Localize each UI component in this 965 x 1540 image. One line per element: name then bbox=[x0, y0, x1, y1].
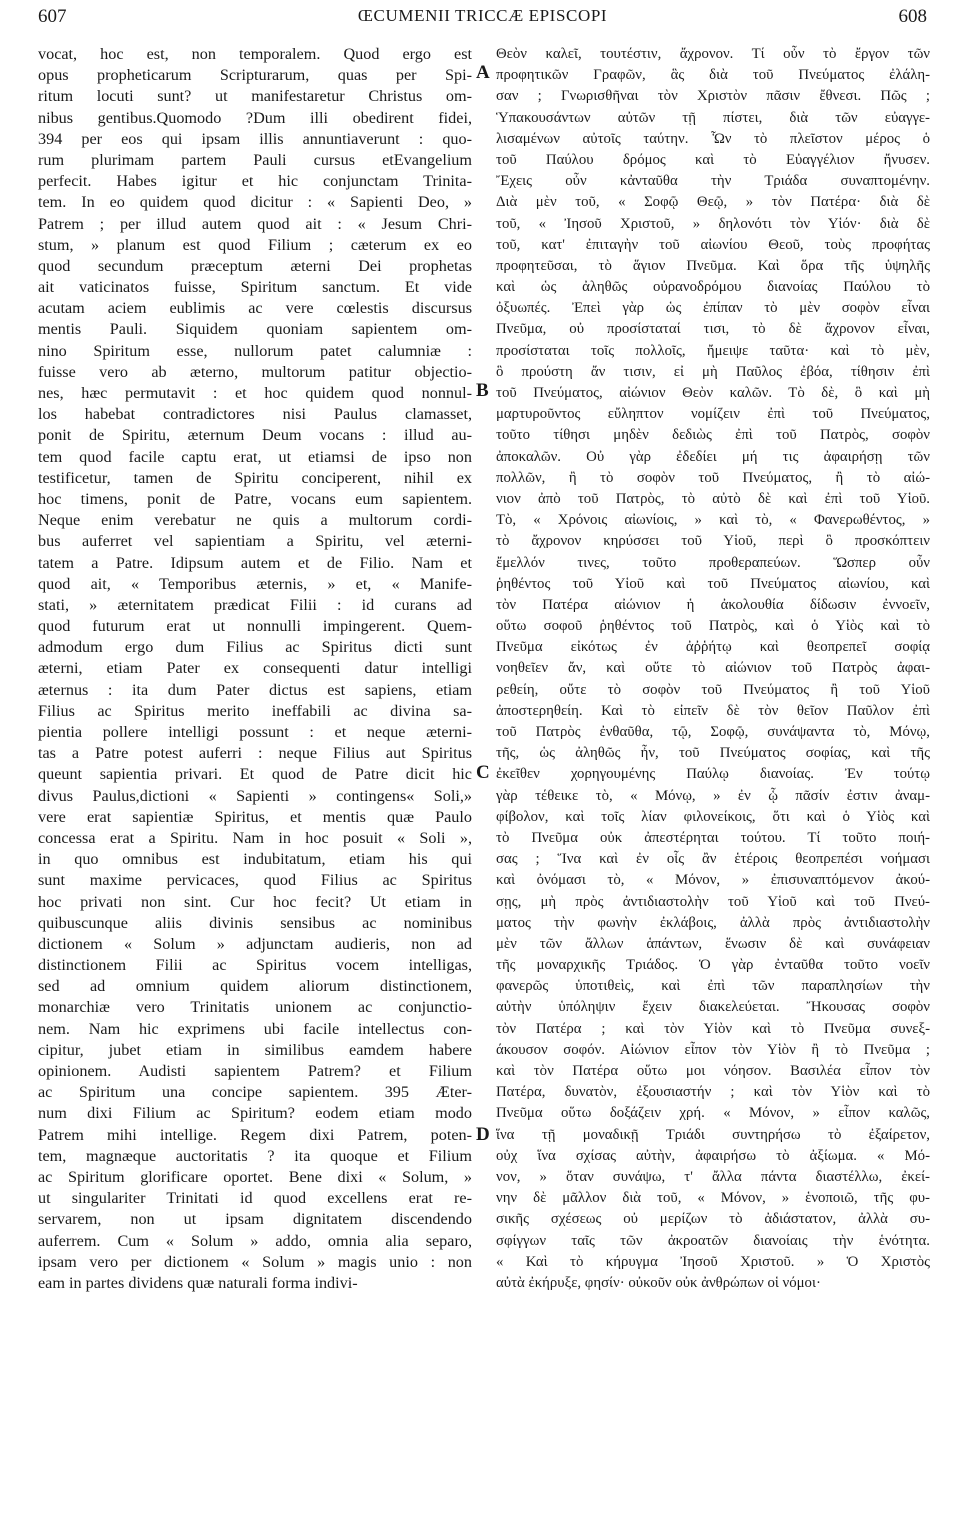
latin-text-line: quod ait, « Temporibus æternis, » et, « Manife- bbox=[38, 574, 472, 593]
greek-text-line: Πνεῦμα οὕτω δοξάζειν χρή. « Μόνον, » εἶπον καλῶς, bbox=[496, 1105, 930, 1122]
greek-text-line: Τὸ, « Χρόνοις αἰωνίοις, » καὶ τὸ, « Φανερωθέντος, » bbox=[496, 512, 930, 529]
latin-text-line: æternus : ita dum Pater dictus est sapiens, etiam bbox=[38, 680, 472, 699]
greek-text-line: Πνεῦμα, οὐ προσίσταταί τισι, τὸ δὲ ἄχρονον εἶναι, bbox=[496, 321, 930, 338]
latin-text-line: fuisse vero ab æterno, multorum patitur objectio- bbox=[38, 362, 472, 381]
latin-text-line: tem quod facile captu erat, ut etiamsi de ipso non bbox=[38, 447, 472, 466]
greek-text-line: Ὑπακουσάντων αὐτῶν τῇ πίστει, διὰ τῶν εὐαγγε- bbox=[496, 109, 930, 126]
latin-text-line: sunt maxime pervicaces, quod Filius ac Spiritus bbox=[38, 871, 472, 890]
margin-marker-d: D bbox=[476, 1124, 490, 1145]
greek-text-line: τοῦτο τίθησι μηδὲν δεδιὼς ἐπὶ τοῦ Πατρὸς, σοφὸν bbox=[496, 427, 930, 444]
greek-text-line: σας ; Ἵνα καὶ ἐν οἷς ἂν ἑτέροις θεοπρεπέσι νοήμασι bbox=[496, 851, 930, 868]
greek-text-line: καὶ τὸν Πατέρα οὕτω μοι νόησον. Βασιλέα εἶπον τὸν bbox=[496, 1063, 930, 1079]
greek-text-line: τοῦ Παύλου δρόμος καὶ τὸ Εὐαγγέλιον ἤνυσεν. bbox=[496, 151, 930, 168]
latin-text-line: æterni, etiam Pater ex consequenti datur intelligi bbox=[38, 659, 472, 678]
page-number-left: 607 bbox=[38, 6, 67, 27]
greek-text-line: αὐτὰ ἐκήρυξε, φησίν· οὐκοῦν οὐκ ἀνθρώπων οἱ νόμοι· bbox=[496, 1274, 821, 1291]
running-header bbox=[38, 6, 927, 38]
greek-text-line: τὸν Πατέρα ; καὶ τὸν Υἱὸν καὶ τὸ Πνεῦμα συνεξ- bbox=[496, 1020, 930, 1037]
greek-text-line: « Καὶ τὸ κήρυγμα Ἰησοῦ Χριστοῦ. » Ὁ Χριστὸς bbox=[496, 1253, 930, 1270]
latin-text-line: stati, » æternitatem prædicat Filii : id curans ad bbox=[38, 595, 472, 614]
greek-text-line: τὸ ἄχρονον κηρύσσει τοῦ Υἱοῦ, περὶ ὃ προσκόπτειν bbox=[496, 533, 930, 550]
greek-text-line: ῥηθέντος τοῦ Υἱοῦ καὶ τοῦ Πνεύματος αἰωνίου, καὶ bbox=[496, 575, 930, 592]
latin-text-line: quod futurum erat ut nonnulli impingerent. Quem- bbox=[38, 617, 472, 636]
greek-text-line: τοῦ, κατ' ἐπιταγὴν τοῦ αἰωνίου Θεοῦ, τοὺς προφήτας bbox=[496, 236, 930, 253]
greek-text-line: ματος τὴν φωνὴν ἐκλάβοις, ἀλλὰ πρὸς ἀντιδιαστολὴν bbox=[496, 914, 930, 931]
latin-text-line: nes, hæc permutavit : et hoc quidem quod nonnul- bbox=[38, 384, 472, 402]
greek-text-line: Θεὸν καλεῖ, τουτέστιν, ἄχρονον. Τί οὖν τὸ ἔργον τῶν bbox=[496, 46, 930, 62]
greek-text-line: νην δὲ μᾶλλον διὰ τοῦ, « Μόνον, » ἑνοποιῶ, τῆς φυ- bbox=[496, 1190, 930, 1207]
running-title: ŒCUMENII TRICCÆ EPISCOPI bbox=[357, 6, 608, 25]
latin-text-line: divus Paulus,dictioni « Sapienti » contingens« Soli,» bbox=[38, 786, 472, 805]
greek-text-line: σῃς, μὴ πρὸς ἀντιδιαστολὴν τοῦ Υἱοῦ καὶ τοῦ Πνεύ- bbox=[496, 893, 930, 910]
greek-text-line: νοηθεῖεν ἄν, καὶ οὔτε τὸ αἰώνιον τοῦ Πατρὸς ἀφαι- bbox=[496, 660, 930, 677]
page-number-right: 608 bbox=[898, 6, 927, 27]
latin-text-line: hoc privati non sint. Cur hoc fecit? Ut etiam in bbox=[38, 892, 472, 911]
latin-text-line: quod secundum præceptum æterni Dei prophetas bbox=[38, 256, 472, 275]
greek-text-line: μαρτυροῦντος εὔληπτον νομίζειν ἐπὶ τοῦ Πνεύματος, bbox=[496, 406, 930, 423]
greek-text-line: ὀξυωπές. Ἐπεὶ γὰρ ὡς ἐπίπαν τὸ μὲν σοφὸν εἶναι bbox=[496, 300, 930, 317]
latin-text-line: concessa erat a Spiritu. Nam in hoc posuit « Soli », bbox=[38, 828, 472, 847]
greek-text-line: λισαμένων αὐτοῖς ταύτην. Ὧν τὸ πλεῖστον μέρος ὁ bbox=[496, 130, 930, 147]
latin-text-line: ritum locuti sunt? ut manifestaretur Christus om- bbox=[38, 87, 472, 106]
latin-text-line: mentis Pauli. Siquidem quoniam sapientem om- bbox=[38, 320, 472, 339]
greek-text-line: προσίσταται τοῖς πολλοῖς, ἤμειψε ταῦτα· καὶ τὸ μὲν, bbox=[496, 342, 930, 359]
latin-text-line: ponit de Spiritu, æternum Deum vocans : illud au- bbox=[38, 426, 472, 445]
greek-text-line: τὸ Πνεῦμα οὐκ ἀπεστέρηται τούτου. Τί τοῦτο ποιή- bbox=[496, 829, 930, 846]
latin-text-line: quibuscunque aliis divinis sensibus ac nominibus bbox=[38, 913, 472, 932]
latin-text-line: los habebat contradictores nisi Paulus clamasset, bbox=[38, 405, 472, 424]
greek-text-line: σικῆς σχέσεως οὐ μερίζων τὸ ἀδιάστατον, ἀλλὰ συ- bbox=[496, 1211, 930, 1228]
latin-text-line: testificetur, tamen de Spiritu conciperent, nihil ex bbox=[38, 468, 472, 487]
latin-text-line: tem, magnæque auctoritatis ? ita quoque et Filium bbox=[38, 1146, 472, 1165]
greek-text-line: σφίγγων ταῖς τῶν ἀκροατῶν διανοίαις τὴν ἑνότητα. bbox=[496, 1232, 930, 1249]
latin-column bbox=[38, 44, 472, 1294]
greek-text-line: γὰρ τέθεικε τὸ, « Μόνῳ, » ἐν ᾧ πᾶσίν ἐστιν ἀναμ- bbox=[496, 787, 930, 804]
greek-text-line: Πνεῦμα εἰκότως ἐν ἀῤῥήτῳ καὶ θεοπρεπεῖ σοφίᾳ bbox=[496, 639, 930, 656]
latin-text-line: monarchiæ vero Trinitatis unionem ac conjunctio- bbox=[38, 998, 472, 1017]
latin-text-line: dictionem « Solum » adjunctam audieris, non ad bbox=[38, 934, 472, 953]
greek-text-line: τῆς μοναρχικῆς Τριάδος. Ὁ γὰρ ἐνταῦθα τοῦτο νοεῖν bbox=[496, 957, 930, 974]
latin-text-line: ac Spiritum una concipe sapientem. 395 Æter- bbox=[38, 1083, 472, 1102]
latin-text-line: vocat, hoc est, non temporalem. Quod ergo est bbox=[38, 45, 472, 63]
greek-text-line: αὐτὴν ὑπόληψιν ἔχειν διακελεύεται. Ἤκουσας σοφὸν bbox=[496, 999, 930, 1016]
latin-text-line: Neque enim verebatur ne quis a multorum cordi- bbox=[38, 511, 472, 530]
latin-text-line: vere erat sapientiæ Spiritus, et mentis quæ Paulo bbox=[38, 807, 472, 826]
latin-text-line: ait vaticinatos fuisse, Spiritum sanctum. Et vide bbox=[38, 278, 472, 297]
greek-text-line: ὃ προύστη ἄν τισιν, εἰ μὴ Παῦλος ἐβόα, τίθησιν ἐπὶ bbox=[496, 363, 930, 380]
latin-text-line: Patrem mihi intellige. Regem dixi Patrem, poten- bbox=[38, 1125, 472, 1144]
latin-text-line: nem. Nam hic exprimens ubi facile intellectus con- bbox=[38, 1019, 472, 1038]
latin-text-line: pientia pollere intelligi possunt : et neque æterni- bbox=[38, 723, 472, 741]
latin-text-line: nino Spiritum esse, nullorum patet calumniæ : bbox=[38, 341, 472, 360]
greek-text-line: τὸν Πατέρα αἰώνιον ἡ ἀκολουθία δίδωσιν ἐννοεῖν, bbox=[496, 596, 930, 613]
greek-text-line: προφητικῶν Γραφῶν, ἃς διὰ τοῦ Πνεύματος ἐλάλη- bbox=[496, 67, 930, 84]
greek-text-line: καὶ ὀνόμασι τὸ, « Μόνον, » ἐπισυναπτόμενον ἀκού- bbox=[496, 872, 930, 889]
latin-text-line: tatem a Patre. Idipsum autem et de Filio. Nam et bbox=[38, 553, 472, 572]
greek-text-line: τῆς, ὡς ἀληθῶς ἦν, τοῦ Πνεύματος σοφίας, καὶ τῆς bbox=[496, 745, 930, 762]
greek-text-line: άκουσον σοφόν. Αἰώνιον εἶπον τὸν Υἱὸν ἢ τὸ Πνεῦμα ; bbox=[496, 1041, 930, 1058]
latin-text-line: tas a Patre potest auferri : neque Filius aut Spiritus bbox=[38, 744, 472, 763]
margin-marker-c: C bbox=[476, 762, 490, 783]
greek-text-line: ἐκεῖθεν χορηγουμένης Παύλῳ διανοίας. Ἐν τούτῳ bbox=[496, 766, 930, 783]
latin-text-line: ut singulariter Trinitati id quod excellens erat re- bbox=[38, 1189, 472, 1208]
greek-text-line: ἀποκαλῶν. Οὐ γὰρ ἐδεδίει μή τις ἀφαιρήσῃ τῶν bbox=[496, 448, 930, 465]
latin-text-line: opus propheticarum Scripturarum, quas per Spi- bbox=[38, 66, 472, 85]
latin-text-line: Filius ac Spiritus merito ineffabili ac divina sa- bbox=[38, 701, 472, 720]
greek-text-line: μὲν τῶν ἄλλων ἁπάντων, ἕνωσιν δὲ καὶ συνάφειαν bbox=[496, 935, 930, 952]
latin-text-line: cipitur, jubet etiam in similibus eamdem habere bbox=[38, 1040, 472, 1059]
latin-text-line: acutam aciem eublimis ac vere cœlestis discursus bbox=[38, 299, 472, 318]
greek-text-line: καὶ ὡς ἀληθῶς οὐρανοδρόμου διανοίας Παύλου τὸ bbox=[496, 279, 930, 296]
greek-text-line: προφητεῦσαι, τὸ ἅγιον Πνεῦμα. Καὶ ὅρα τῆς ὑψηλῆς bbox=[496, 257, 930, 274]
latin-text-line: ac Spiritum glorificare oportet. Bene dixi « Solum, » bbox=[38, 1167, 472, 1186]
latin-text-line: nibus gentibus.Quomodo ?Dum illi obedirent fidei, bbox=[38, 108, 472, 127]
latin-text-line: 394 per eos qui ipsam illis annuntiaverunt : quo- bbox=[38, 129, 472, 148]
greek-text-line: σαν ; Γνωρισθῆναι τὸν Χριστὸν πᾶσιν ἔθνεσι. Πῶς ; bbox=[496, 88, 930, 105]
latin-text-line: servarem, non ut ipsam dignitatem discendendo bbox=[38, 1210, 472, 1229]
greek-text-line: Πατέρα, δυνατὸν, ἐξουσιαστήν ; καὶ τὸν Υἱὸν καὶ τὸ bbox=[496, 1084, 930, 1101]
greek-text-line: νον, » ὅταν συνάψω, τ' ἄλλα πάντα διαστέλλω, ἐκεί- bbox=[496, 1168, 930, 1185]
latin-text-line: opinionem. Audisti sapientem Patrem? et Filium bbox=[38, 1062, 472, 1080]
latin-text-line: hoc timens, ponit de Patre, vocans eum sapientem. bbox=[38, 489, 472, 508]
latin-text-line: sed ad omnium quidem aliorum distinctionem, bbox=[38, 977, 472, 996]
greek-text-line: Διὰ μὲν τοῦ, « Σοφῷ Θεῷ, » τὸν Πατέρα· διὰ δὲ bbox=[496, 194, 930, 211]
latin-text-line: stum, » planum est quod Filium ; cæterum ex eo bbox=[38, 235, 472, 254]
greek-text-line: Ἔχεις οὖν κἀνταῦθα τὴν Τριάδα συναπτομένην. bbox=[496, 173, 930, 190]
latin-text-line: in quo omnibus est indubitatum, etiam his qui bbox=[38, 850, 472, 869]
greek-text-line: τοῦ Πατρὸς ἐνθαῦθα, τῷ, Σοφῷ, συνάψαντα τὸ, Μόνῳ, bbox=[496, 724, 930, 740]
greek-text-line: οὐχ ἵνα σχίσας αὐτὴν, ἀφαιρήσω τὸ ἀξίωμα. « Μό- bbox=[496, 1147, 930, 1164]
latin-text-line: ipsam vero per dictionem « Solum » magis unio : non bbox=[38, 1252, 472, 1271]
greek-text-line: τοῦ, « Ἰησοῦ Χριστοῦ, » δηλονότι τὸν Υἱόν· διὰ δὲ bbox=[496, 215, 930, 232]
latin-text-line: auferrem. Cum « Solum » addo, omnia alia separo, bbox=[38, 1231, 472, 1250]
greek-text-line: ἀποστερηθείη. Καὶ τὸ εἰπεῖν δὲ τὸν θεῖον Παῦλον ἐπὶ bbox=[496, 702, 930, 719]
latin-text-line: tem. In eo quidem quod dicitur : « Sapienti Deo, » bbox=[38, 193, 472, 212]
latin-text-line: rum plurimam partem Pauli cursus etEvangelium bbox=[38, 150, 472, 169]
greek-text-line: οὕτω σοφοῦ ῥηθέντος τοῦ Πατρὸς, καὶ ὁ Υἱὸς καὶ τὸ bbox=[496, 618, 930, 635]
latin-text-line: distinctionem Filii ac Spiritus vocem intelligas, bbox=[38, 956, 472, 975]
greek-text-line: ρεθείη, οὔτε τὸ σοφὸν τοῦ Πνεύματος ἢ τοῦ Υἱοῦ bbox=[496, 681, 930, 698]
latin-text-line: num dixi Filium ac Spiritum? eodem etiam modo bbox=[38, 1104, 472, 1123]
latin-text-line: queunt sapientia privari. Et quod de Patre dicit hic bbox=[38, 765, 472, 784]
greek-column bbox=[496, 44, 930, 1294]
greek-text-line: τοῦ Πνεύματος, αἰώνιον Θεὸν καλῶν. Τὸ δὲ, ὃ καὶ μὴ bbox=[496, 385, 930, 401]
greek-text-line: ἔμελλόν τινες, τοῦτο προθεραπεύων. Ὥσπερ οὖν bbox=[496, 554, 930, 571]
greek-text-line: νιον ἀπὸ τοῦ Πατρὸς, τὸ αὐτὸ δὲ καὶ ἐπὶ τοῦ Υἱοῦ. bbox=[496, 490, 930, 507]
margin-marker-a: A bbox=[476, 62, 490, 83]
latin-text-line: bus auferret vel sapientiam a Spiritu, vel æterni- bbox=[38, 532, 472, 551]
greek-text-line: φίβολον, καὶ τοῖς λίαν φιλονείκοις, ὅτι καὶ ὁ Υἱὸς καὶ bbox=[496, 808, 930, 825]
latin-text-line: eam in partes dividens quæ naturali forma indivi- bbox=[38, 1273, 358, 1292]
greek-text-line: ἵνα τῇ μοναδικῇ Τριάδι συντηρήσω τὸ ἐξαίρετον, bbox=[496, 1126, 930, 1143]
greek-text-line: φανερῶς ὑποτιθεὶς, καὶ ἐπὶ τῶν παραπλησίων τὴν bbox=[496, 978, 930, 995]
latin-text-line: perfecit. Habes igitur et hic conjunctam Trinita- bbox=[38, 172, 472, 191]
margin-marker-b: B bbox=[476, 380, 489, 401]
greek-text-line: πολλῶν, ἢ τὸ σοφὸν τοῦ Πνεύματος, ἢ τὸ αἰώ- bbox=[496, 469, 930, 486]
latin-text-line: admodum ergo dum Filius ac Spiritus dicti sunt bbox=[38, 638, 472, 657]
latin-text-line: Patrem ; per illud autem quod ait : « Jesum Chri- bbox=[38, 214, 472, 233]
